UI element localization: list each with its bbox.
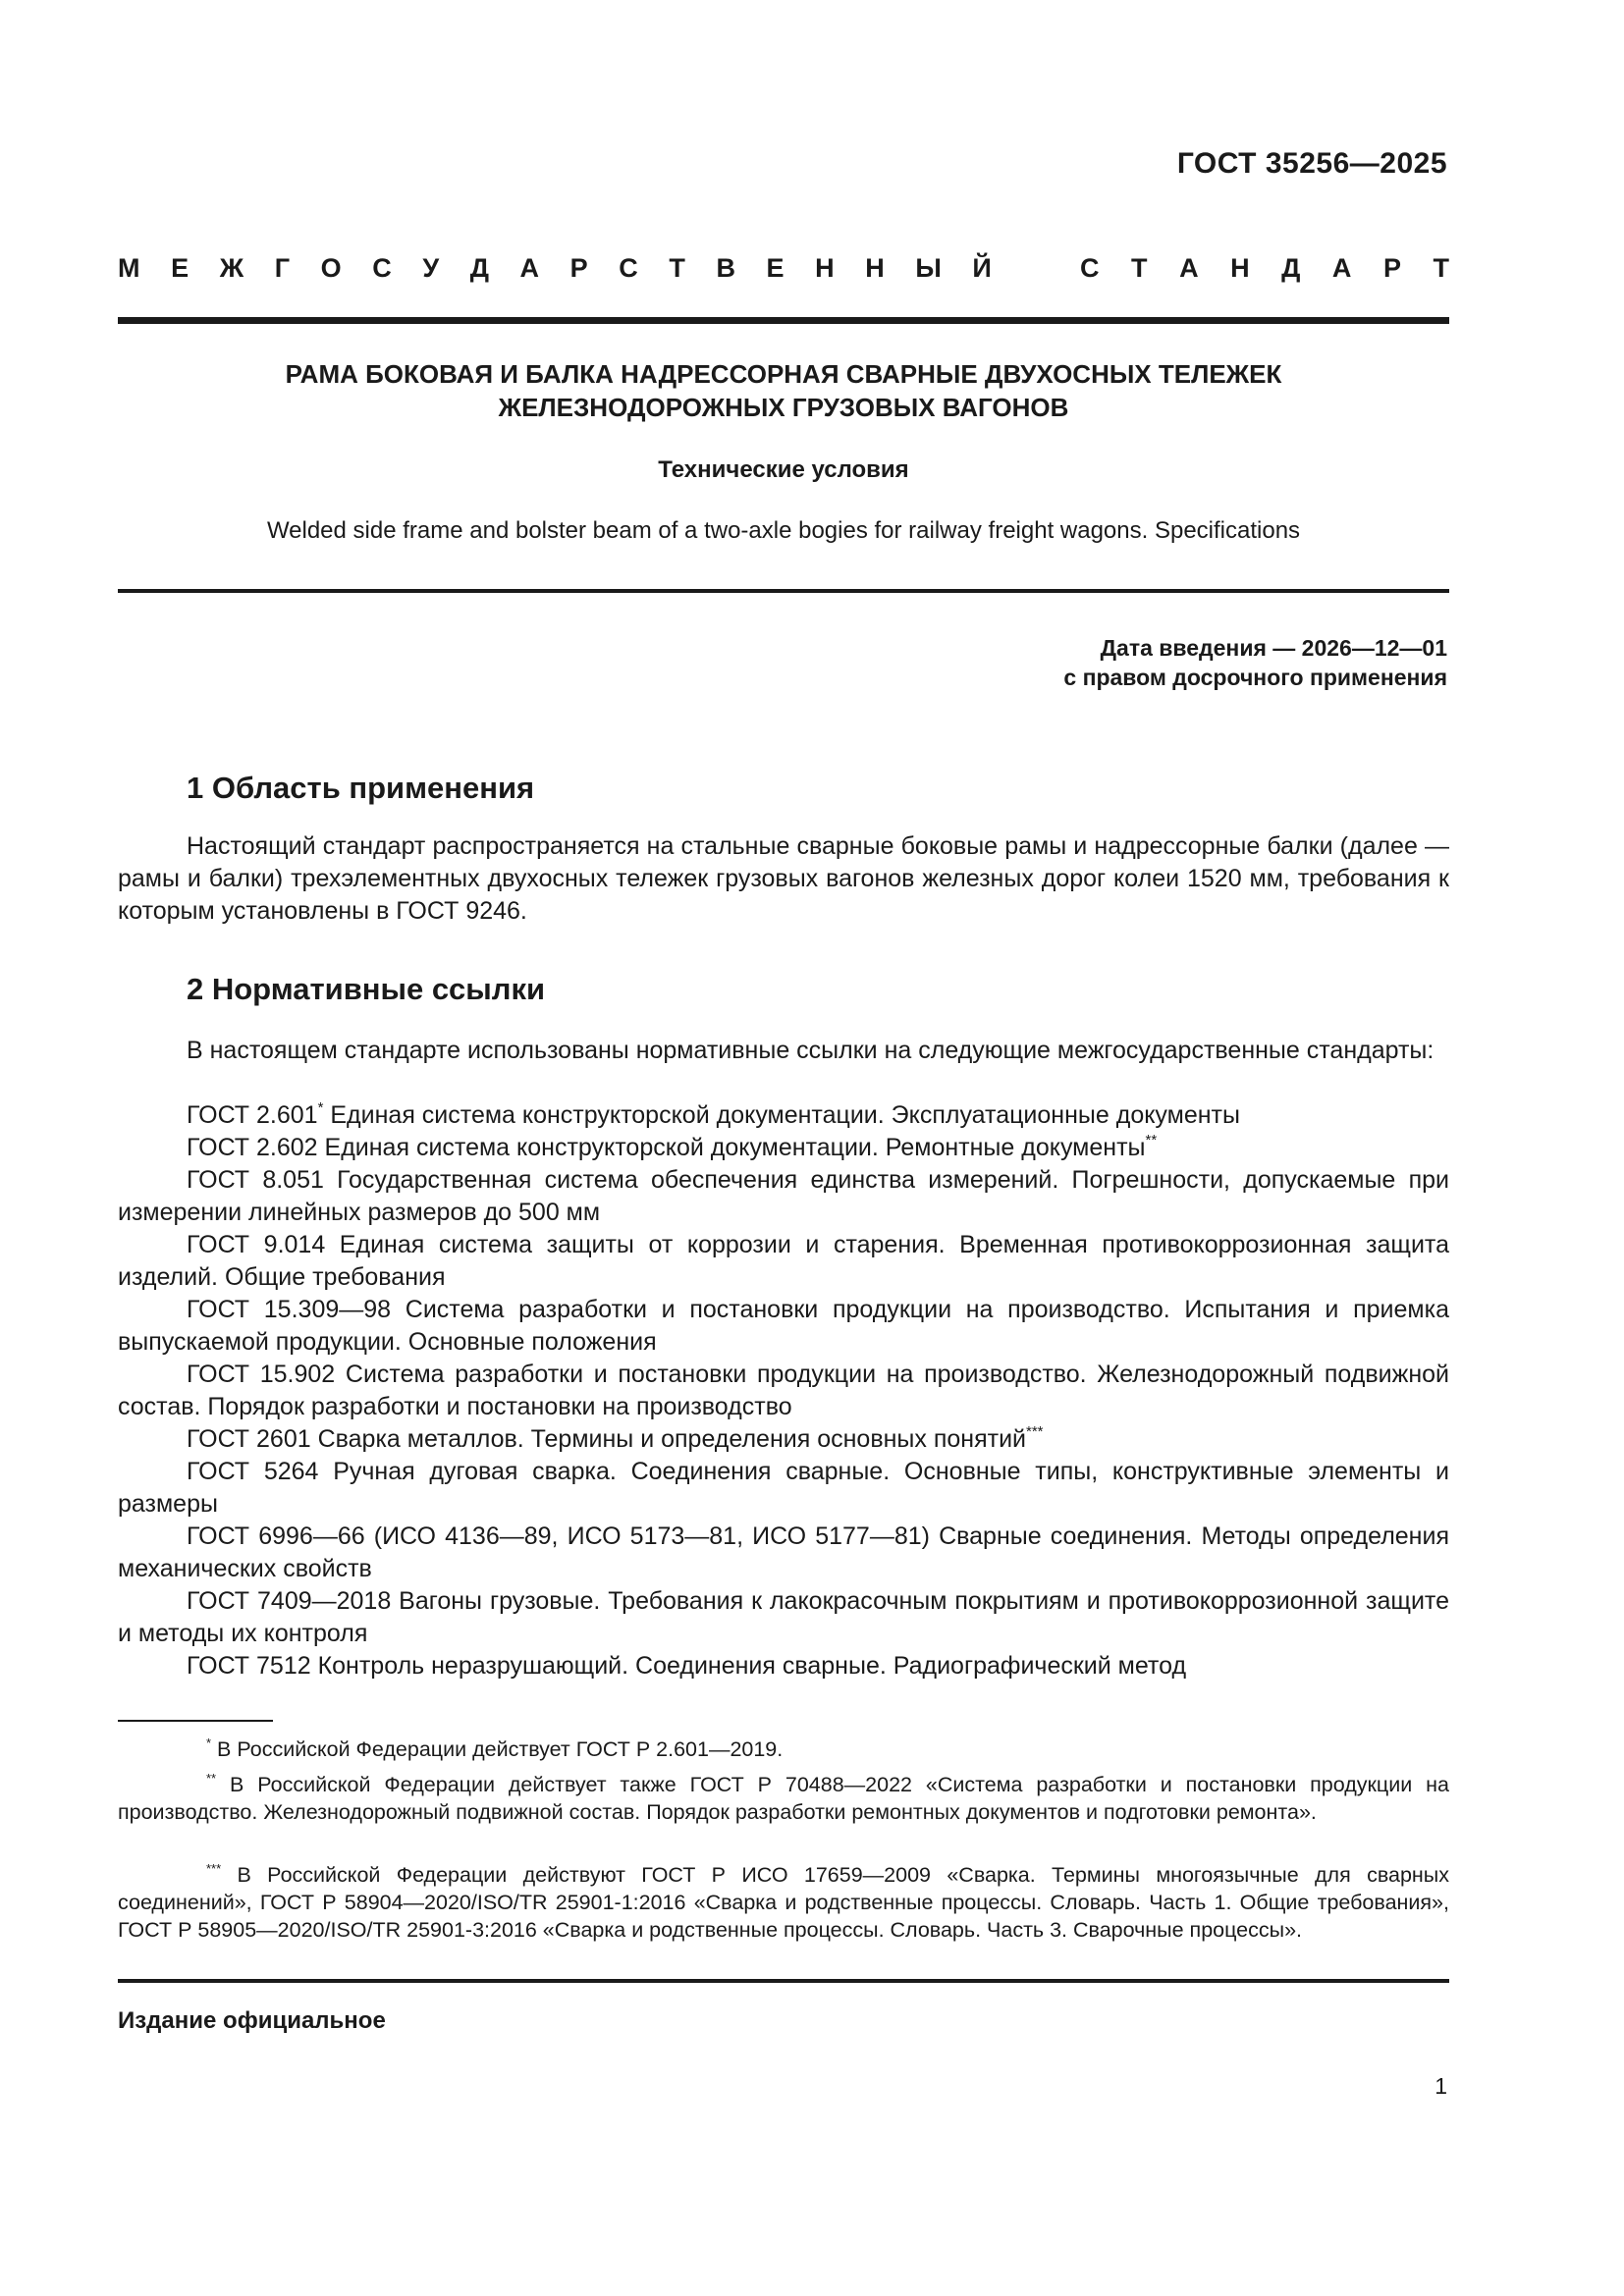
footnote-mark: *** bbox=[206, 1861, 222, 1876]
reference-item: ГОСТ 2.601* Единая система конструкторской документации. Эксплуатационные документы bbox=[187, 1099, 1240, 1129]
section-2-heading: 2 Нормативные ссылки bbox=[187, 972, 546, 1006]
reference-item: ГОСТ 6996—66 (ИСО 4136—89, ИСО 5173—81, ИСО 5177—81) Сварные соединения. Методы определения механических свойств bbox=[118, 1522, 1449, 1582]
footnote-separator bbox=[118, 1720, 273, 1722]
title-line-2: ЖЕЛЕЗНОДОРОЖНЫХ ГРУЗОВЫХ ВАГОНОВ bbox=[498, 393, 1069, 422]
document-title bbox=[118, 357, 1449, 424]
reference-item: ГОСТ 7409—2018 Вагоны грузовые. Требования к лакокрасочным покрытиям и противокоррозионной защите и методы их контроля bbox=[118, 1587, 1449, 1647]
reference-item: ГОСТ 15.309—98 Система разработки и постановки продукции на производство. Испытания и приемка выпускаемой продукции. Основные положения bbox=[118, 1296, 1449, 1356]
early-application-line: с правом досрочного применения bbox=[1063, 665, 1447, 690]
reference-item: ГОСТ 5264 Ручная дуговая сварка. Соединения сварные. Основные типы, конструктивные элементы и размеры bbox=[118, 1458, 1449, 1518]
footnote-item: * В Российской Федерации действует ГОСТ Р 2.601—2019. bbox=[206, 1735, 784, 1761]
section-1-paragraph: Настоящий стандарт распространяется на стальные сварные боковые рамы и надрессорные балки (далее — рамы и балки) трехэлементных двухосных тележек грузовых вагонов железных дорог колеи 1520 мм, требования к которым установлены в ГОСТ 9246. bbox=[118, 832, 1449, 925]
date-line: Дата введения — 2026—12—01 bbox=[1100, 635, 1447, 661]
footnote-mark: * bbox=[317, 1099, 324, 1116]
header-rule bbox=[118, 317, 1449, 324]
document-number: ГОСТ 35256—2025 bbox=[1176, 147, 1447, 180]
footnote-mark: ** bbox=[1145, 1132, 1158, 1148]
footnote-item: *** В Российской Федерации действуют ГОСТ Р ИСО 17659—2009 «Сварка. Термины многоязычные для сварных соединений», ГОСТ Р 58904—2020/ISO/TR 25901-1:2016 «Сварка и родственные процессы. Словарь. Часть 1. Общие требования», ГОСТ Р 58905—2020/ISO/TR 25901-3:2016 «Сварка и родственные процессы. Словарь. Часть 3. Сварочные процессы». bbox=[118, 1861, 1449, 1942]
reference-item: ГОСТ 2.602 Единая система конструкторской документации. Ремонтные документы** bbox=[187, 1132, 1158, 1161]
introduction-date bbox=[1063, 633, 1447, 692]
title-line-1: РАМА БОКОВАЯ И БАЛКА НАДРЕССОРНАЯ СВАРНЫЕ ДВУХОСНЫХ ТЕЛЕЖЕК bbox=[285, 359, 1282, 389]
footer-rule bbox=[118, 1979, 1449, 1983]
footnote-item: ** В Российской Федерации действует также ГОСТ Р 70488—2022 «Система разработки и постановки продукции на производство. Железнодорожный подвижной состав. Порядок разработки ремонтных документов и подготовки ремонта». bbox=[118, 1771, 1449, 1824]
page-number: 1 bbox=[1435, 2073, 1447, 2099]
reference-item: ГОСТ 15.902 Система разработки и постановки продукции на производство. Железнодорожный подвижной состав. Порядок разработки и постановки на производство bbox=[118, 1361, 1449, 1420]
reference-item: ГОСТ 2601 Сварка металлов. Термины и определения основных понятий*** bbox=[187, 1423, 1044, 1453]
reference-item: ГОСТ 7512 Контроль неразрушающий. Соединения сварные. Радиографический метод bbox=[187, 1652, 1187, 1680]
standard-type-word-1: М Е Ж Г О С У Д А Р С Т В Е Н Н Ы Й bbox=[118, 253, 992, 283]
title-rule bbox=[118, 589, 1449, 593]
section-2-intro: В настоящем стандарте использованы нормативные ссылки на следующие межгосударственные стандарты: bbox=[187, 1037, 1435, 1064]
footnote-mark: * bbox=[206, 1735, 212, 1750]
english-title: Welded side frame and bolster beam of a two-axle bogies for railway freight wagons. Specifications bbox=[266, 517, 1301, 544]
footnote-mark: *** bbox=[1026, 1423, 1044, 1440]
standard-type-heading bbox=[118, 253, 1449, 284]
document-subtitle: Технические условия bbox=[658, 456, 909, 483]
reference-item: ГОСТ 8.051 Государственная система обеспечения единства измерений. Погрешности, допускаемые при измерении линейных размеров до 500 мм bbox=[118, 1166, 1449, 1226]
standard-type-word-2: С Т А Н Д А Р Т bbox=[1080, 253, 1449, 283]
footnote-mark: ** bbox=[206, 1771, 217, 1786]
official-edition-label: Издание официальное bbox=[118, 2007, 386, 2034]
section-1-heading: 1 Область применения bbox=[187, 771, 535, 805]
reference-item: ГОСТ 9.014 Единая система защиты от коррозии и старения. Временная противокоррозионная защита изделий. Общие требования bbox=[118, 1231, 1449, 1291]
